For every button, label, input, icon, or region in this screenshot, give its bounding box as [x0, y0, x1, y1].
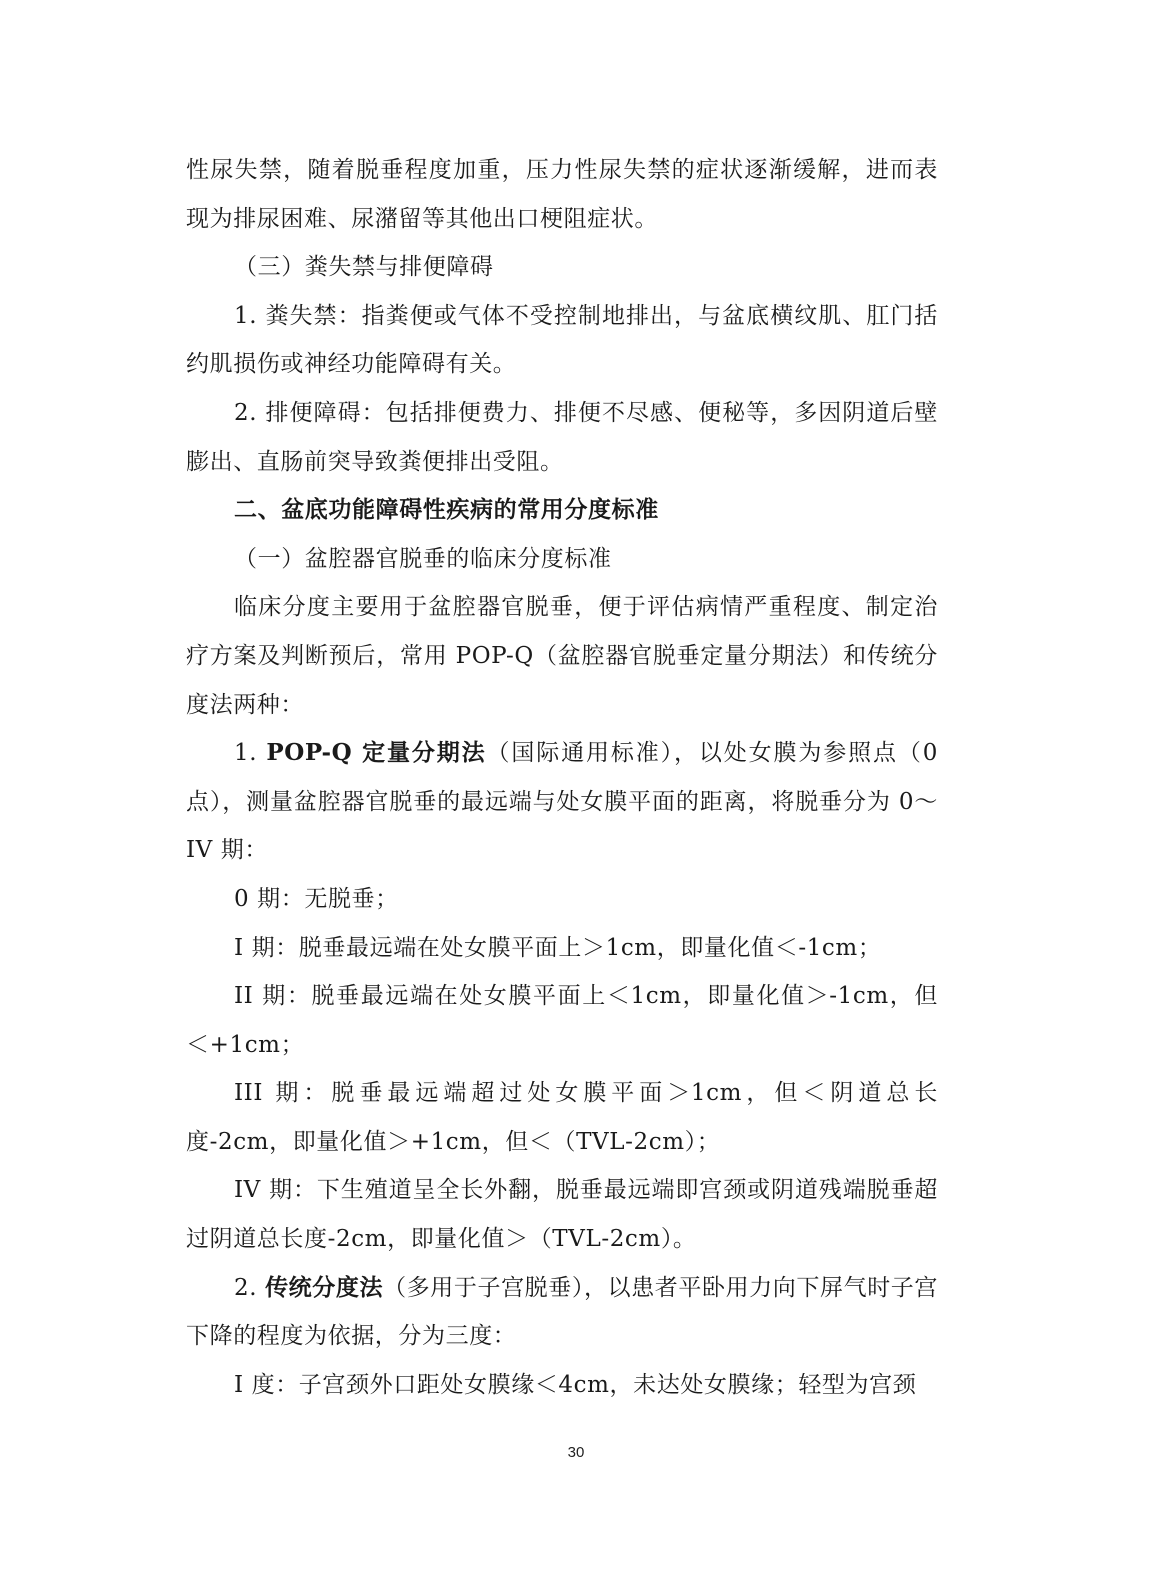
stage-i: I 期：脱垂最远端在处女膜平面上＞1cm，即量化值＜-1cm； [234, 934, 882, 961]
section-heading-fecal: （三）粪失禁与排便障碍 [234, 254, 494, 281]
body-text [186, 146, 938, 1409]
page-number: 30 [567, 1444, 585, 1461]
paragraph-traditional: 2. 传统分度法（多用于子宫脱垂），以患者平卧用力向下屏气时子宫下降的程度为依据，分为三度： [186, 1273, 939, 1350]
paragraph-intro: 临床分度主要用于盆腔器官脱垂，便于评估病情严重程度、制定治疗方案及判断预后，常用 POP-Q（盆腔器官脱垂定量分期法）和传统分度法两种： [186, 594, 938, 718]
paragraph-fecal-incontinence: 1. 粪失禁：指粪便或气体不受控制地排出，与盆底横纹肌、肛门括约肌损伤或神经功能障碍有关。 [186, 302, 938, 378]
chapter-heading: 二、盆底功能障碍性疾病的常用分度标准 [234, 496, 659, 524]
stage-0: 0 期：无脱垂； [234, 885, 399, 912]
paragraph-defecation-disorder: 2. 排便障碍：包括排便费力、排便不尽感、便秘等，多因阴道后壁膨出、直肠前突导致粪便排出受阻。 [186, 399, 938, 475]
section-heading-pop: （一）盆腔器官脱垂的临床分度标准 [234, 545, 612, 572]
paragraph-popq: 1. POP-Q 定量分期法（国际通用标准），以处女膜为参照点（0点），测量盆腔器官脱垂的最远端与处女膜平面的距离，将脱垂分为 0～IV 期： [186, 739, 938, 864]
stage-iv: IV 期：下生殖道呈全长外翻，脱垂最远端即宫颈或阴道残端脱垂超过阴道总长度-2cm，即量化值＞（TVL-2cm）。 [186, 1177, 938, 1253]
paragraph-continuation: 性尿失禁，随着脱垂程度加重，压力性尿失禁的症状逐渐缓解，进而表现为排尿困难、尿潴留等其他出口梗阻症状。 [186, 157, 938, 232]
stage-ii: II 期：脱垂最远端在处女膜平面上＜1cm，即量化值＞-1cm，但＜+1cm； [186, 983, 938, 1058]
degree-i: I 度：子宫颈外口距处女膜缘＜4cm，未达处女膜缘；轻型为宫颈 [234, 1371, 917, 1398]
stage-iii: III 期：脱垂最远端超过处女膜平面＞1cm，但＜阴道总长度-2cm，即量化值＞+1cm，但＜（TVL-2cm）； [186, 1080, 938, 1155]
